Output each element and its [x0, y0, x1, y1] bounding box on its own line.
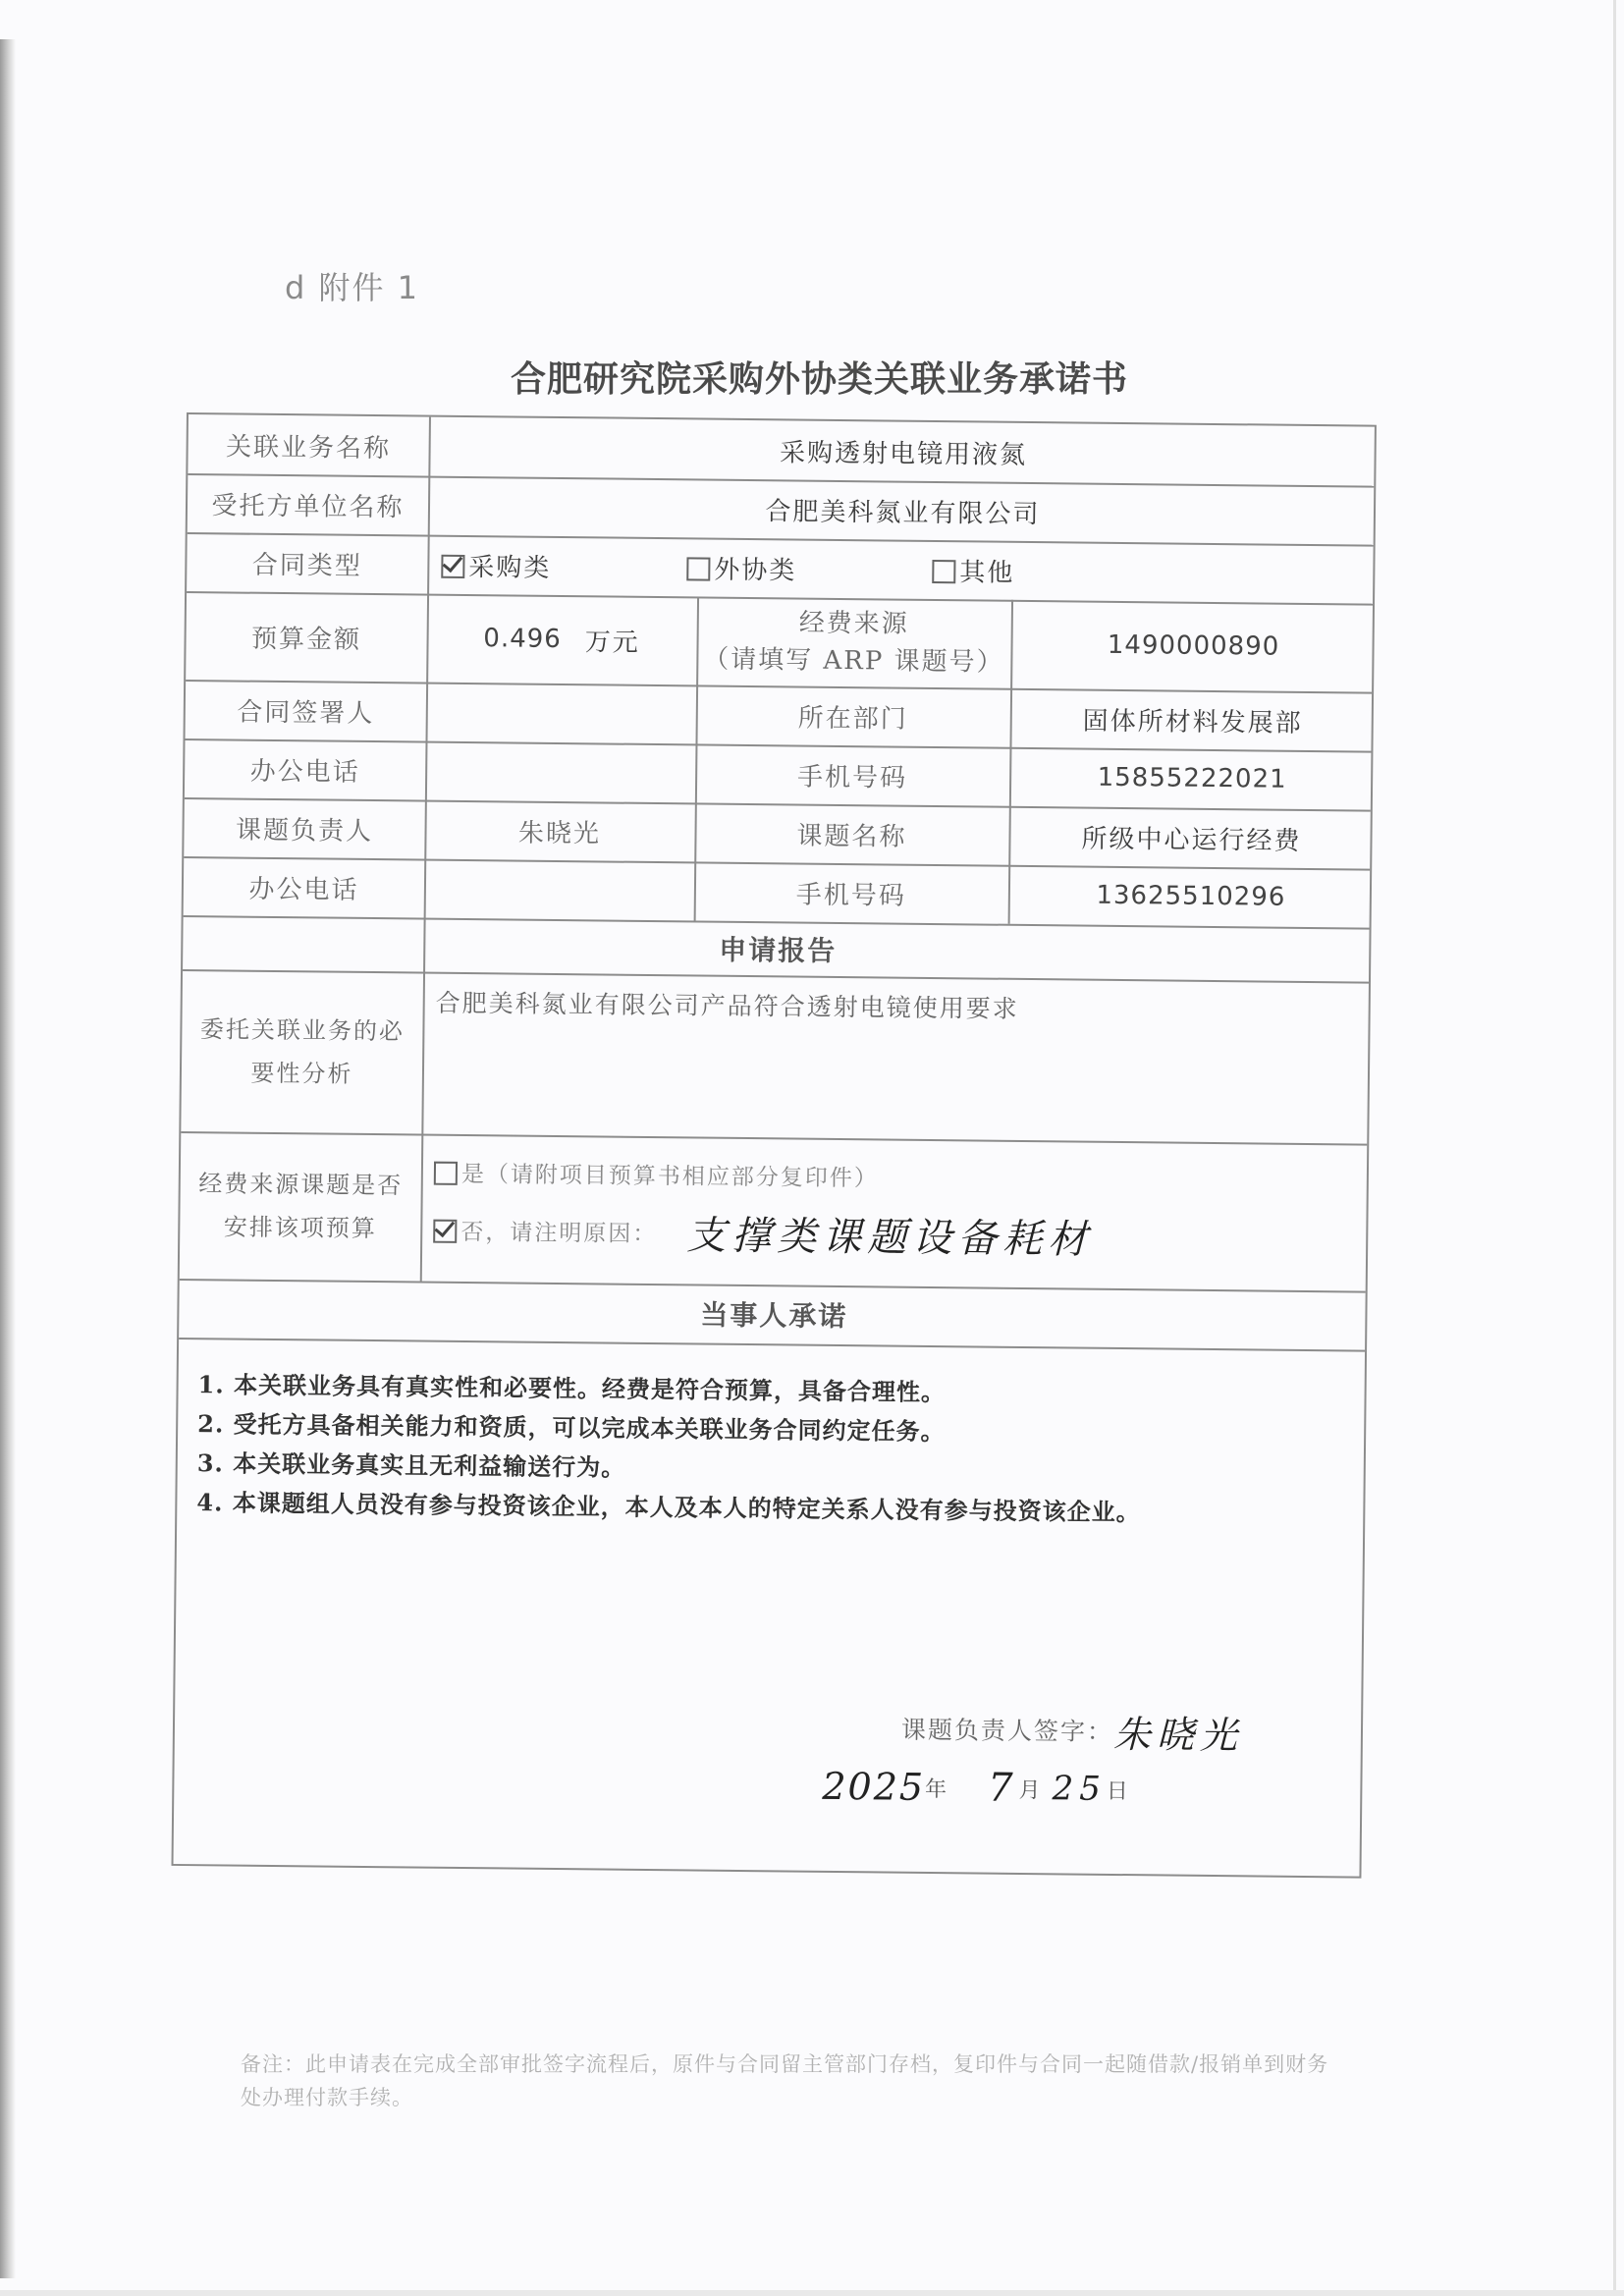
business-name-label: 关联业务名称 — [225, 431, 392, 464]
promise-item: 2. 受托方具备相关能力和资质，可以完成本关联业务合同约定任务。 — [197, 1409, 946, 1447]
project-name-label: 课题名称 — [796, 821, 907, 852]
office-phone-label: 办公电话 — [248, 874, 359, 905]
project-name-value: 所级中心运行经费 — [1081, 824, 1302, 856]
department-value: 固体所材料发展部 — [1082, 706, 1303, 738]
business-name-value: 采购透射电镜用液氮 — [779, 437, 1028, 470]
day-label: 日 — [1106, 1778, 1130, 1804]
promise-heading: 当事人承诺 — [700, 1298, 848, 1334]
office-phone-label: 办公电话 — [249, 756, 360, 788]
attachment-label: d 附件 1 — [285, 269, 420, 306]
budget-unit: 万元 — [584, 627, 640, 658]
contract-type-option[interactable] — [932, 551, 1014, 588]
scan-shadow — [0, 39, 16, 2278]
project-leader-value: 朱晓光 — [517, 818, 602, 848]
mobile-label: 手机号码 — [796, 762, 908, 793]
scan-edge — [1613, 0, 1616, 2296]
date-year: 2025 — [822, 1764, 926, 1809]
budget-label: 预算金额 — [250, 624, 362, 655]
promise-item: 3. 本关联业务真实且无利益输送行为。 — [196, 1449, 626, 1482]
project-leader-label: 课题负责人 — [235, 815, 374, 847]
entrusted-unit-value: 合肥美科氮业有限公司 — [765, 496, 1041, 529]
contract-type-option-label: 采购类 — [468, 552, 552, 583]
funding-source-label-line: 经费来源 — [798, 608, 909, 639]
budget-arrangement-label — [180, 1131, 422, 1282]
month-label: 月 — [1018, 1777, 1043, 1803]
mobile-value: 13625510296 — [1096, 880, 1286, 912]
handwritten-reason: 支撑类课题设备耗材 — [686, 1212, 1094, 1263]
signature: 朱晓光 — [1112, 1712, 1244, 1757]
budget-arrangement-label-line: 安排该项预算 — [223, 1213, 377, 1243]
option-no[interactable] — [433, 1195, 1357, 1274]
budget-value: 0.496 — [483, 624, 562, 655]
budget-arrangement-label-line: 经费来源课题是否 — [198, 1170, 404, 1200]
signature-block — [901, 1699, 1354, 1763]
arp-number: 1490000890 — [1107, 629, 1280, 662]
office-phone-value — [425, 741, 696, 803]
scan-bottom-edge — [0, 2290, 1624, 2296]
funding-source-label-line: （请填写 ARP 课题号） — [703, 644, 1004, 678]
page-title: 合肥研究院采购外协类关联业务承诺书 — [511, 359, 1129, 400]
signer-value — [426, 683, 697, 744]
contract-type-option[interactable] — [686, 549, 932, 588]
promise-item: 4. 本课题组人员没有参与投资该企业，本人及本人的特定关系人没有参与投资该企业。 — [196, 1488, 1141, 1527]
date-month: 7 — [987, 1765, 1019, 1811]
sign-date — [822, 1757, 1274, 1821]
signature-label: 课题负责人签字： — [900, 1715, 1114, 1746]
option-no-label: 否，请注明原因： — [460, 1219, 658, 1247]
checkbox-icon[interactable] — [932, 560, 955, 583]
mobile-label: 手机号码 — [795, 880, 907, 911]
contract-type-label: 合同类型 — [251, 550, 363, 581]
contract-type-options — [427, 535, 1378, 604]
necessity-label-line: 委托关联业务的必 — [199, 1014, 406, 1045]
signer-label: 合同签署人 — [237, 697, 375, 729]
commitment-form — [172, 412, 1377, 1879]
date-day: 25 — [1052, 1769, 1108, 1809]
office-phone-value — [424, 859, 695, 921]
entrusted-unit-label: 受托方单位名称 — [211, 490, 405, 522]
department-label: 所在部门 — [797, 703, 908, 735]
option-yes[interactable] — [434, 1152, 1357, 1201]
necessity-label — [181, 969, 423, 1134]
application-report-heading: 申请报告 — [719, 933, 838, 967]
checkbox-checked-icon[interactable] — [441, 555, 464, 578]
checkbox-checked-icon[interactable] — [433, 1220, 457, 1243]
promise-item: 1. 本关联业务具有真实性和必要性。经费是符合预算，具备合理性。 — [197, 1370, 947, 1407]
contract-type-option[interactable] — [441, 546, 686, 585]
mobile-value: 15855222021 — [1097, 762, 1287, 794]
necessity-label-line: 要性分析 — [250, 1059, 353, 1088]
checkbox-icon[interactable] — [686, 557, 710, 580]
option-yes-label: 是（请附项目预算书相应部分复印件） — [460, 1161, 880, 1191]
contract-type-option-label: 其他 — [959, 557, 1015, 588]
year-label: 年 — [924, 1777, 949, 1802]
checkbox-icon[interactable] — [434, 1162, 458, 1185]
funding-source-label — [696, 596, 1011, 687]
necessity-text: 合肥美科氮业有限公司产品符合透射电镜使用要求 — [435, 988, 1019, 1023]
budget-amount — [426, 594, 697, 685]
contract-type-option-label: 外协类 — [714, 555, 797, 586]
footnote: 备注：此申请表在完成全部审批签字流程后，原件与合同留主管部门存档，复印件与合同一起随借款/报销单到财务处办理付款手续。 — [241, 2052, 1329, 2109]
